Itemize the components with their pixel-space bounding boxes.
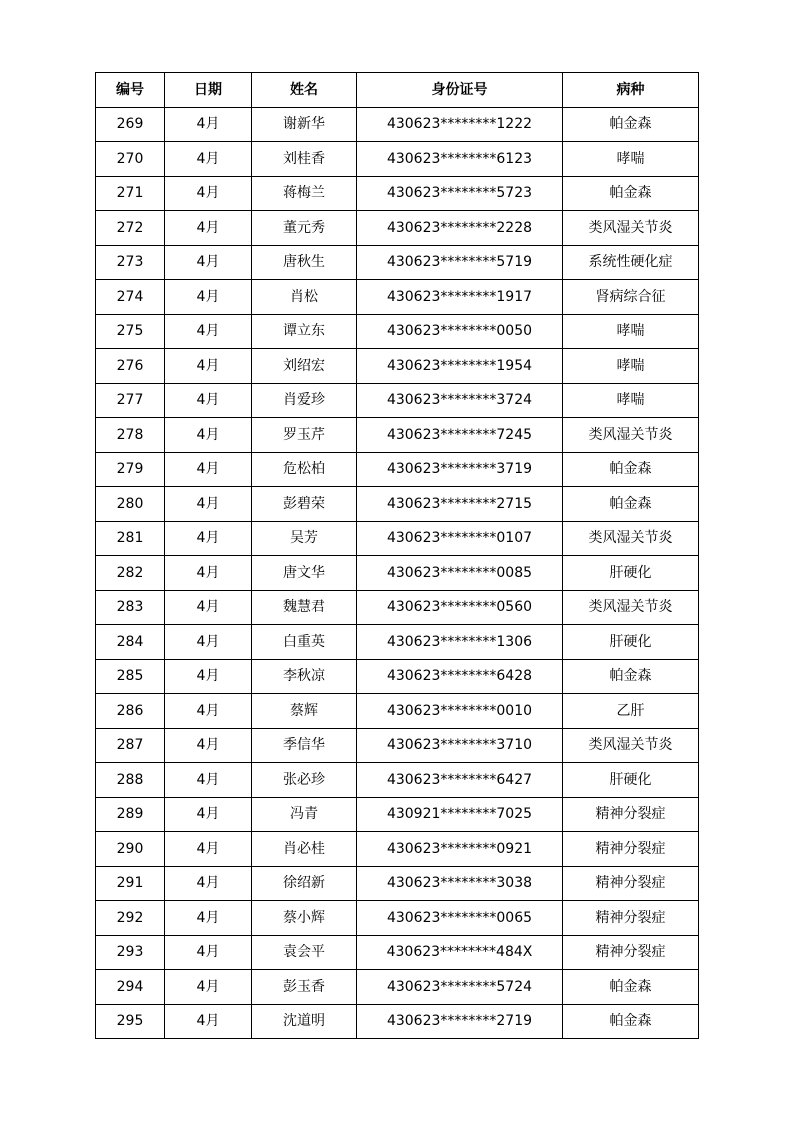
table-row [96, 694, 699, 729]
cell-date: 4月 [165, 521, 252, 556]
cell-disease: 系统性硬化症 [563, 245, 699, 280]
cell-id-number: 430623********6428 [357, 659, 563, 694]
cell-number: 272 [96, 211, 165, 246]
cell-name: 刘绍宏 [252, 349, 357, 384]
cell-number: 291 [96, 866, 165, 901]
cell-disease: 帕金森 [563, 659, 699, 694]
cell-disease: 精神分裂症 [563, 901, 699, 936]
cell-disease: 精神分裂症 [563, 832, 699, 867]
cell-number: 284 [96, 625, 165, 660]
cell-disease: 类风湿关节炎 [563, 590, 699, 625]
cell-disease: 精神分裂症 [563, 935, 699, 970]
cell-number: 295 [96, 1004, 165, 1039]
patient-table-container [95, 72, 698, 1039]
table-row [96, 418, 699, 453]
cell-id-number: 430623********0050 [357, 314, 563, 349]
cell-id-number: 430623********1306 [357, 625, 563, 660]
cell-date: 4月 [165, 556, 252, 591]
table-row [96, 901, 699, 936]
table-row [96, 521, 699, 556]
cell-number: 289 [96, 797, 165, 832]
cell-disease: 帕金森 [563, 1004, 699, 1039]
cell-disease: 肾病综合征 [563, 280, 699, 315]
cell-name: 彭玉香 [252, 970, 357, 1005]
cell-disease: 肝硬化 [563, 556, 699, 591]
table-header-row [96, 73, 699, 108]
cell-number: 282 [96, 556, 165, 591]
cell-id-number: 430623********3724 [357, 383, 563, 418]
cell-number: 287 [96, 728, 165, 763]
cell-date: 4月 [165, 487, 252, 522]
cell-id-number: 430623********1954 [357, 349, 563, 384]
table-row [96, 349, 699, 384]
cell-name: 董元秀 [252, 211, 357, 246]
cell-id-number: 430623********2228 [357, 211, 563, 246]
cell-name: 唐秋生 [252, 245, 357, 280]
cell-date: 4月 [165, 280, 252, 315]
cell-name: 谭立东 [252, 314, 357, 349]
cell-name: 危松柏 [252, 452, 357, 487]
table-row [96, 590, 699, 625]
cell-id-number: 430623********0065 [357, 901, 563, 936]
cell-disease: 精神分裂症 [563, 797, 699, 832]
cell-id-number: 430921********7025 [357, 797, 563, 832]
cell-number: 290 [96, 832, 165, 867]
cell-id-number: 430623********3719 [357, 452, 563, 487]
cell-number: 281 [96, 521, 165, 556]
cell-disease: 帕金森 [563, 970, 699, 1005]
cell-number: 269 [96, 107, 165, 142]
cell-name: 沈道明 [252, 1004, 357, 1039]
table-row [96, 625, 699, 660]
table-row [96, 866, 699, 901]
cell-id-number: 430623********2715 [357, 487, 563, 522]
cell-name: 刘桂香 [252, 142, 357, 177]
header-id-number: 身份证号 [357, 73, 563, 108]
cell-id-number: 430623********0085 [357, 556, 563, 591]
header-date: 日期 [165, 73, 252, 108]
cell-date: 4月 [165, 245, 252, 280]
table-row [96, 211, 699, 246]
cell-number: 277 [96, 383, 165, 418]
table-row [96, 797, 699, 832]
cell-name: 季信华 [252, 728, 357, 763]
table-row [96, 142, 699, 177]
cell-id-number: 430623********0560 [357, 590, 563, 625]
cell-disease: 帕金森 [563, 487, 699, 522]
cell-name: 蔡辉 [252, 694, 357, 729]
cell-id-number: 430623********5719 [357, 245, 563, 280]
table-body [96, 107, 699, 1039]
cell-name: 吴芳 [252, 521, 357, 556]
cell-disease: 乙肝 [563, 694, 699, 729]
table-row [96, 245, 699, 280]
cell-disease: 类风湿关节炎 [563, 211, 699, 246]
cell-number: 280 [96, 487, 165, 522]
cell-number: 286 [96, 694, 165, 729]
header-number: 编号 [96, 73, 165, 108]
table-row [96, 659, 699, 694]
cell-id-number: 430623********6427 [357, 763, 563, 798]
cell-disease: 哮喘 [563, 314, 699, 349]
cell-date: 4月 [165, 176, 252, 211]
cell-number: 273 [96, 245, 165, 280]
cell-date: 4月 [165, 935, 252, 970]
cell-number: 271 [96, 176, 165, 211]
table-row [96, 107, 699, 142]
cell-id-number: 430623********7245 [357, 418, 563, 453]
cell-id-number: 430623********484X [357, 935, 563, 970]
cell-name: 冯青 [252, 797, 357, 832]
cell-date: 4月 [165, 211, 252, 246]
cell-disease: 哮喘 [563, 349, 699, 384]
table-row [96, 1004, 699, 1039]
cell-name: 蔡小辉 [252, 901, 357, 936]
cell-number: 285 [96, 659, 165, 694]
cell-id-number: 430623********2719 [357, 1004, 563, 1039]
cell-number: 294 [96, 970, 165, 1005]
cell-date: 4月 [165, 314, 252, 349]
cell-name: 谢新华 [252, 107, 357, 142]
cell-date: 4月 [165, 590, 252, 625]
table-row [96, 383, 699, 418]
cell-date: 4月 [165, 901, 252, 936]
patient-table [95, 72, 699, 1039]
cell-name: 罗玉芹 [252, 418, 357, 453]
cell-disease: 类风湿关节炎 [563, 521, 699, 556]
cell-date: 4月 [165, 970, 252, 1005]
cell-date: 4月 [165, 142, 252, 177]
cell-id-number: 430623********3038 [357, 866, 563, 901]
cell-date: 4月 [165, 107, 252, 142]
cell-id-number: 430623********6123 [357, 142, 563, 177]
cell-id-number: 430623********1917 [357, 280, 563, 315]
cell-date: 4月 [165, 659, 252, 694]
cell-id-number: 430623********3710 [357, 728, 563, 763]
table-row [96, 176, 699, 211]
cell-number: 270 [96, 142, 165, 177]
table-row [96, 935, 699, 970]
header-disease: 病种 [563, 73, 699, 108]
cell-disease: 肝硬化 [563, 625, 699, 660]
cell-id-number: 430623********5724 [357, 970, 563, 1005]
cell-date: 4月 [165, 832, 252, 867]
cell-number: 283 [96, 590, 165, 625]
table-row [96, 556, 699, 591]
cell-date: 4月 [165, 763, 252, 798]
table-row [96, 452, 699, 487]
cell-id-number: 430623********1222 [357, 107, 563, 142]
cell-date: 4月 [165, 694, 252, 729]
cell-date: 4月 [165, 728, 252, 763]
cell-name: 魏慧君 [252, 590, 357, 625]
cell-id-number: 430623********5723 [357, 176, 563, 211]
cell-disease: 类风湿关节炎 [563, 728, 699, 763]
cell-number: 274 [96, 280, 165, 315]
cell-disease: 帕金森 [563, 107, 699, 142]
cell-id-number: 430623********0107 [357, 521, 563, 556]
table-row [96, 314, 699, 349]
cell-disease: 肝硬化 [563, 763, 699, 798]
cell-date: 4月 [165, 625, 252, 660]
cell-date: 4月 [165, 383, 252, 418]
header-name: 姓名 [252, 73, 357, 108]
cell-name: 张必珍 [252, 763, 357, 798]
cell-name: 袁会平 [252, 935, 357, 970]
cell-disease: 帕金森 [563, 452, 699, 487]
cell-number: 278 [96, 418, 165, 453]
cell-number: 276 [96, 349, 165, 384]
table-row [96, 280, 699, 315]
cell-date: 4月 [165, 349, 252, 384]
table-row [96, 832, 699, 867]
cell-number: 279 [96, 452, 165, 487]
table-row [96, 763, 699, 798]
cell-number: 293 [96, 935, 165, 970]
cell-name: 肖松 [252, 280, 357, 315]
cell-disease: 类风湿关节炎 [563, 418, 699, 453]
cell-date: 4月 [165, 797, 252, 832]
cell-name: 白重英 [252, 625, 357, 660]
cell-date: 4月 [165, 1004, 252, 1039]
cell-disease: 哮喘 [563, 383, 699, 418]
cell-number: 292 [96, 901, 165, 936]
table-row [96, 487, 699, 522]
cell-id-number: 430623********0010 [357, 694, 563, 729]
cell-date: 4月 [165, 452, 252, 487]
cell-name: 唐文华 [252, 556, 357, 591]
table-row [96, 970, 699, 1005]
cell-number: 275 [96, 314, 165, 349]
cell-date: 4月 [165, 418, 252, 453]
cell-name: 肖必桂 [252, 832, 357, 867]
cell-name: 彭碧荣 [252, 487, 357, 522]
cell-id-number: 430623********0921 [357, 832, 563, 867]
cell-name: 肖爱珍 [252, 383, 357, 418]
cell-disease: 帕金森 [563, 176, 699, 211]
cell-name: 蒋梅兰 [252, 176, 357, 211]
cell-number: 288 [96, 763, 165, 798]
cell-date: 4月 [165, 866, 252, 901]
cell-name: 徐绍新 [252, 866, 357, 901]
cell-disease: 哮喘 [563, 142, 699, 177]
cell-name: 李秋凉 [252, 659, 357, 694]
cell-disease: 精神分裂症 [563, 866, 699, 901]
table-row [96, 728, 699, 763]
